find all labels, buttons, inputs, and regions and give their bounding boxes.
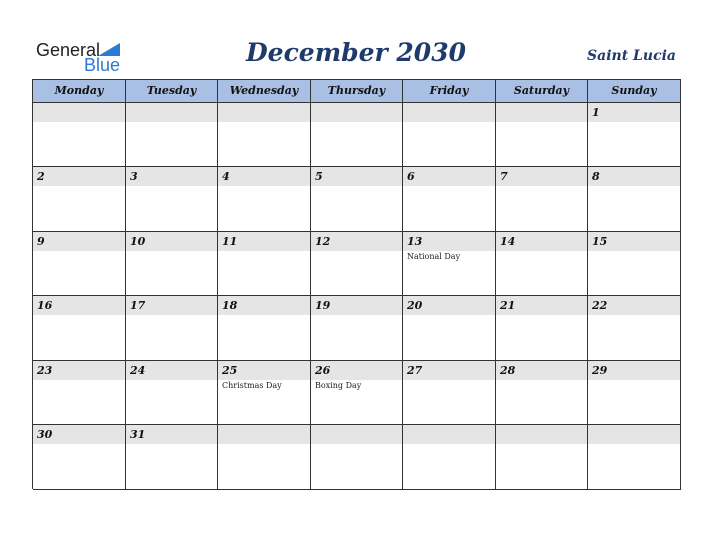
day-number: 20 [407, 299, 423, 312]
day-cell [218, 296, 311, 361]
day-number: 31 [130, 428, 146, 441]
day-band [33, 232, 125, 251]
day-cell [33, 167, 126, 232]
day-number: 18 [222, 299, 238, 312]
day-number: 19 [315, 299, 331, 312]
day-cell [126, 425, 218, 490]
weekday-header-sunday: Sunday [588, 80, 681, 103]
day-cell [588, 425, 681, 490]
weekday-header-friday: Friday [403, 80, 496, 103]
weekday-header-thursday: Thursday [311, 80, 403, 103]
day-number: 23 [37, 364, 53, 377]
day-cell [218, 361, 311, 425]
day-number: 14 [500, 235, 516, 248]
day-number: 4 [222, 170, 230, 183]
day-cell [496, 232, 588, 296]
day-band [496, 167, 587, 186]
day-number: 3 [130, 170, 138, 183]
day-band [311, 167, 402, 186]
day-band [588, 425, 680, 444]
logo-text-blue: Blue [84, 55, 121, 75]
day-band [33, 103, 125, 122]
day-cell [496, 425, 588, 490]
day-number: 22 [592, 299, 608, 312]
calendar-title: December 2030 [245, 38, 466, 67]
day-number: 30 [37, 428, 53, 441]
day-cell [403, 296, 496, 361]
day-number: 26 [315, 364, 331, 377]
day-number: 27 [407, 364, 423, 377]
day-cell [126, 232, 218, 296]
weekday-header-saturday: Saturday [496, 80, 588, 103]
day-number: 7 [500, 170, 508, 183]
day-cell [33, 425, 126, 490]
day-cell [403, 361, 496, 425]
day-number: 17 [130, 299, 146, 312]
day-cell [403, 232, 496, 296]
day-number: 9 [37, 235, 45, 248]
day-cell [588, 296, 681, 361]
day-cell [33, 361, 126, 425]
day-cell [496, 103, 588, 167]
day-cell [403, 167, 496, 232]
day-cell [311, 232, 403, 296]
day-number: 21 [500, 299, 516, 312]
day-number: 1 [592, 106, 600, 119]
day-cell [126, 167, 218, 232]
day-cell [588, 232, 681, 296]
logo-text-general: General [36, 40, 101, 60]
day-cell [33, 296, 126, 361]
day-cell [588, 167, 681, 232]
day-band [588, 103, 680, 122]
day-cell [496, 296, 588, 361]
day-cell [218, 425, 311, 490]
day-number: 13 [407, 235, 423, 248]
holiday-label: Christmas Day [222, 381, 282, 390]
day-number: 12 [315, 235, 331, 248]
day-cell [126, 103, 218, 167]
day-number: 10 [130, 235, 146, 248]
day-cell [218, 167, 311, 232]
day-cell [403, 425, 496, 490]
day-number: 6 [407, 170, 415, 183]
day-cell [33, 232, 126, 296]
day-cell [311, 167, 403, 232]
holiday-label: National Day [407, 252, 461, 261]
day-number: 24 [130, 364, 146, 377]
day-band [126, 103, 217, 122]
day-number: 25 [222, 364, 238, 377]
day-cell [588, 103, 681, 167]
day-cell [33, 103, 126, 167]
day-number: 11 [222, 235, 238, 248]
day-band [496, 103, 587, 122]
day-band [588, 167, 680, 186]
day-number: 2 [37, 170, 45, 183]
weekday-header-tuesday: Tuesday [126, 80, 218, 103]
calendar-grid [32, 79, 681, 489]
day-number: 28 [500, 364, 516, 377]
day-band [218, 103, 310, 122]
day-band [33, 167, 125, 186]
day-cell [311, 361, 403, 425]
day-cell [126, 296, 218, 361]
day-cell [403, 103, 496, 167]
day-band [218, 425, 310, 444]
weekday-header-wednesday: Wednesday [218, 80, 311, 103]
day-band [311, 425, 402, 444]
day-cell [311, 296, 403, 361]
day-number: 8 [592, 170, 600, 183]
day-band [311, 103, 402, 122]
day-band [126, 167, 217, 186]
day-cell [496, 361, 588, 425]
day-band [403, 425, 495, 444]
day-number: 15 [592, 235, 608, 248]
day-number: 5 [315, 170, 323, 183]
day-band [403, 167, 495, 186]
day-band [496, 425, 587, 444]
day-number: 16 [37, 299, 53, 312]
holiday-label: Boxing Day [315, 381, 362, 390]
day-cell [311, 103, 403, 167]
day-cell [126, 361, 218, 425]
day-cell [218, 103, 311, 167]
day-number: 29 [592, 364, 608, 377]
day-cell [588, 361, 681, 425]
day-cell [311, 425, 403, 490]
day-band [403, 103, 495, 122]
weekday-header-monday: Monday [33, 80, 126, 103]
day-cell [218, 232, 311, 296]
day-band [218, 167, 310, 186]
country-label: Saint Lucia [587, 48, 676, 64]
day-cell [496, 167, 588, 232]
